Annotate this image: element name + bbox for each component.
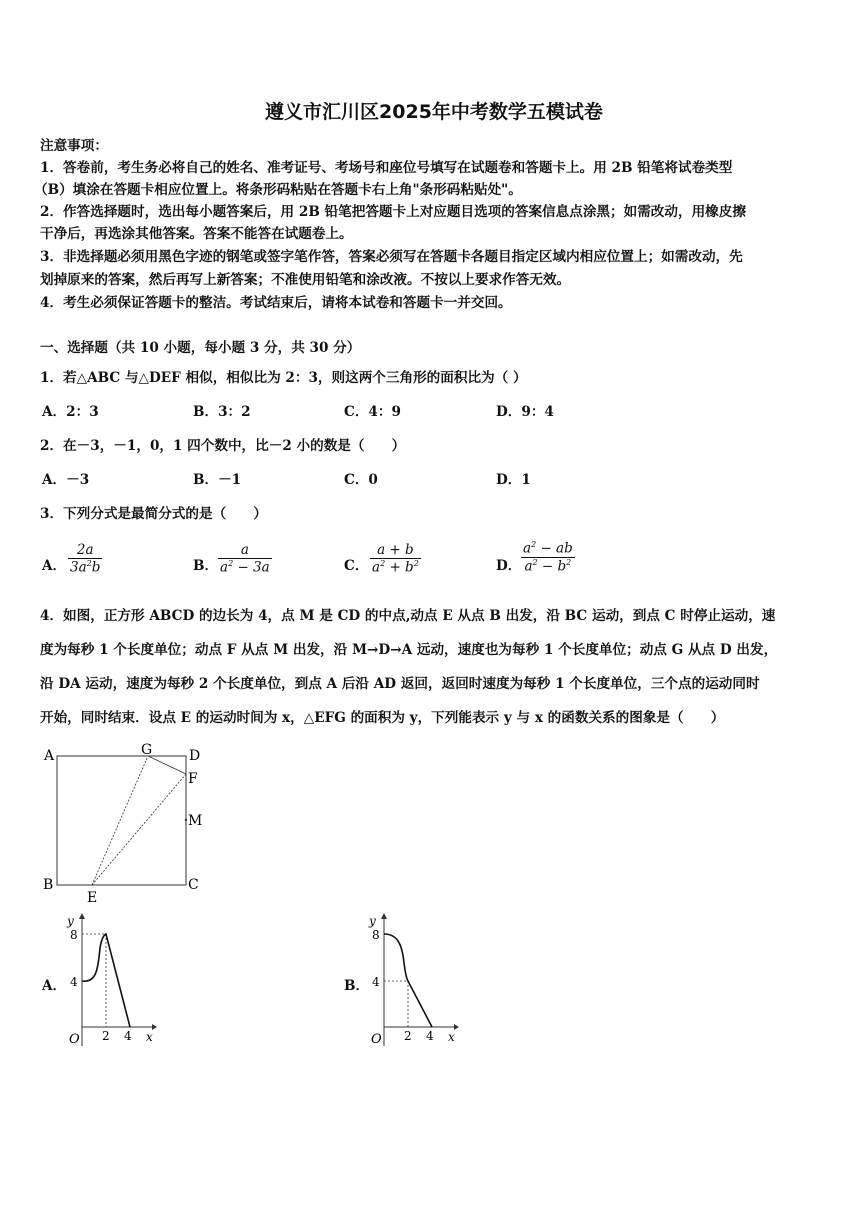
q3-option-c-fraction: $\frac{a + b}{a^2 + b^2}$ (372, 542, 419, 576)
square-figure (38, 738, 218, 908)
question-4-line: 度为每秒 1 个长度单位；动点 F 从点 M 出发，沿 M→D→A 远动，速度也为每秒 1 个长度单位；动点 G 从点 D 出发， (40, 642, 778, 658)
segment-gf (148, 756, 186, 774)
q1-option-a: A．2：3 (42, 404, 99, 420)
q2-option-d: D．1 (496, 472, 531, 488)
segment-ef (92, 774, 186, 885)
square-abcd (57, 756, 186, 885)
label-d: D (189, 748, 201, 764)
question-1-stem: 1．若△ABC 与△DEF 相似，相似比为 2：3，则这两个三角形的面积比为（ ） (40, 370, 527, 386)
segment-eg (92, 756, 148, 885)
label-m: M (188, 813, 203, 829)
notice-line: 2．作答选择题时，选出每小题答案后，用 2B 铅笔把答题卡上对应题目选项的答案信息点涂黑；如需改动，用橡皮擦 (40, 204, 746, 220)
tick-8: 8 (372, 928, 380, 942)
question-4-line: 沿 DA 运动，速度为每秒 2 个长度单位，到点 A 后沿 AD 返回，返回时速度为每秒 1 个长度单位，三个点的运动同时 (40, 676, 760, 692)
q3-option-d-label: D． (496, 558, 522, 574)
notice-line: 1．答卷前，考生务必将自己的姓名、准考证号、考场号和座位号填写在试题卷和答题卡上。用 2B 铅笔将试卷类型 (40, 160, 733, 176)
q4-option-b-label: B． (344, 978, 370, 994)
notice-line: 划掉原来的答案，然后再写上新答案；不准使用铅笔和涂改液。不按以上要求作答无效。 (40, 272, 571, 288)
q3-option-b-label: B． (193, 558, 219, 574)
question-4-line: 4．如图，正方形 ABCD 的边长为 4，点 M 是 CD 的中点,动点 E 从点 B 出发，沿 BC 运动，到点 C 时停止运动，速 (40, 608, 776, 624)
axis-label-y: y (67, 914, 74, 928)
label-c: C (188, 877, 199, 893)
graph-option-b (362, 908, 462, 1048)
label-b: B (43, 877, 54, 893)
q2-option-a: A．－3 (42, 472, 90, 488)
axis-label-y: y (369, 914, 376, 928)
tick-4: 4 (372, 975, 380, 989)
q1-option-c: C．4：9 (344, 404, 401, 420)
origin-label: O (371, 1032, 382, 1047)
q3-option-a-label: A． (42, 558, 67, 574)
label-f: F (188, 771, 198, 787)
tick-x4: 4 (426, 1029, 434, 1043)
notice-line: 4．考生必须保证答题卡的整洁。考试结束后，请将本试卷和答题卡一并交回。 (40, 295, 512, 311)
section-heading: 一、选择题（共 10 小题，每小题 3 分，共 30 分） (40, 340, 361, 356)
y-axis-arrow (79, 913, 85, 919)
q4-option-a-label: A． (42, 978, 67, 994)
tick-8: 8 (70, 928, 78, 942)
axis-label-x: x (448, 1030, 455, 1044)
label-a: A (44, 748, 55, 764)
axis-label-x: x (146, 1030, 153, 1044)
q3-option-b-fraction: $\frac{a}{a^2 - 3a}$ (220, 542, 270, 576)
q2-option-b: B．－1 (193, 472, 242, 488)
notice-line: （B）填涂在答题卡相应位置上。将条形码粘贴在答题卡右上角"条形码粘贴处"。 (34, 182, 522, 198)
question-3-stem: 3．下列分式是最简分式的是（ ） (40, 506, 267, 522)
question-2-stem: 2．在－3，－1，0，1 四个数中，比－2 小的数是（ ） (40, 438, 406, 454)
notice-heading: 注意事项： (40, 138, 108, 154)
q1-option-b: B．3：2 (193, 404, 251, 420)
graph-option-a (60, 908, 160, 1048)
y-axis-arrow (381, 913, 387, 919)
point-m (185, 819, 187, 821)
notice-line: 干净后，再选涂其他答案。答案不能答在试题卷上。 (40, 226, 353, 242)
q3-option-c-label: C． (344, 558, 369, 574)
q3-option-d-fraction: $\frac{a^2 - ab}{a^2 - b^2}$ (523, 540, 573, 574)
label-e: E (87, 890, 98, 906)
q1-option-d: D．9：4 (496, 404, 554, 420)
label-g: G (141, 742, 153, 758)
question-4-line: 开始，同时结束．设点 E 的运动时间为 x，△EFG 的面积为 y，下列能表示 y 与 x 的函数关系的图象是（ ） (40, 710, 725, 726)
tick-x2: 2 (102, 1029, 110, 1043)
page-title: 遵义市汇川区2025年中考数学五模试卷 (265, 101, 603, 123)
notice-line: 3．非选择题必须用黑色字迹的钢笔或签字笔作答，答案必须写在答题卡各题目指定区域内相应位置上；如需改动，先 (40, 249, 743, 265)
origin-label: O (69, 1032, 80, 1047)
q3-option-a-fraction: $\frac{2a}{3a^2b}$ (70, 542, 101, 576)
tick-x4: 4 (124, 1029, 132, 1043)
tick-4: 4 (70, 975, 78, 989)
q2-option-c: C．0 (344, 472, 378, 488)
tick-x2: 2 (404, 1029, 412, 1043)
